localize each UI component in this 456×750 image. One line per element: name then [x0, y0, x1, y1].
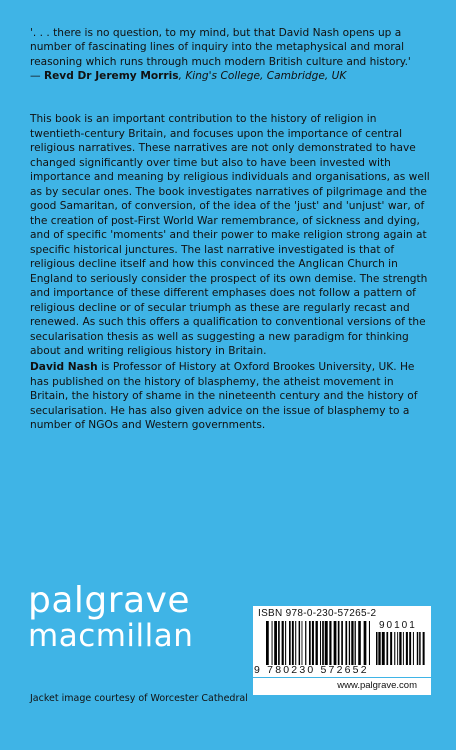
barcode-bar	[358, 621, 361, 665]
publisher-logo	[28, 580, 194, 654]
barcode-bar	[320, 621, 321, 665]
barcode-bar	[382, 632, 385, 665]
barcode-bar	[369, 621, 370, 665]
author-bio-text: is Professor of History at Oxford Brookes University, UK. He has published on the history of blasphemy, the atheist movement in Britain, the history of shame in the nineteenth century and the history of secularisation. He has also given advice on the issue of blasphemy to a number of NGOs and Western governments.	[30, 361, 418, 431]
publisher-logo-line1: palgrave	[28, 580, 191, 621]
barcode-bar	[285, 621, 286, 665]
barcode-bar	[397, 632, 398, 665]
ean-barcode	[266, 621, 370, 665]
barcode-bar	[394, 632, 395, 665]
author-bio	[30, 360, 432, 433]
jacket-image-credit: Jacket image courtesy of Worcester Cathedral	[30, 693, 248, 704]
barcode-bar	[341, 621, 343, 665]
barcode-bar	[289, 621, 291, 665]
barcode-bar	[272, 621, 273, 665]
quote-text: '. . . there is no question, to my mind, but that David Nash opens up a number of fascinating lines of inquiry into the metaphysical and moral reasoning which runs through much modern British culture and history.'	[30, 27, 411, 68]
barcode-bar	[349, 621, 350, 665]
barcode-bar	[338, 621, 340, 665]
barcode-bar	[302, 621, 303, 665]
barcode-bar	[419, 632, 420, 665]
barcode-bar	[299, 621, 300, 665]
barcode-bar	[386, 632, 388, 665]
attribution-dash: —	[30, 70, 44, 83]
author-name: David Nash	[30, 361, 98, 373]
barcode-bar	[403, 632, 404, 665]
barcode-bar	[399, 632, 401, 665]
barcode-bar	[309, 621, 311, 665]
barcode-bar	[305, 621, 306, 665]
attribution-affiliation: , King's College, Cambridge, UK	[178, 70, 347, 83]
quote-attribution	[30, 69, 430, 83]
barcode-bar	[376, 632, 378, 665]
barcode-bar	[364, 621, 367, 665]
barcode-bar	[406, 632, 408, 665]
barcode-bar	[345, 621, 347, 665]
barcode-bar	[312, 621, 314, 665]
publisher-url: www.palgrave.com	[337, 680, 417, 691]
barcode-bar	[334, 621, 337, 665]
barcode-bar	[274, 621, 277, 665]
barcode-bar	[355, 621, 356, 665]
barcode-bar	[329, 621, 331, 665]
isbn-barcode-panel	[253, 606, 431, 677]
barcode-bar	[322, 621, 324, 665]
barcode-bar	[292, 621, 294, 665]
barcode-bar	[278, 621, 280, 665]
endorsement-quote	[30, 26, 430, 84]
addon-barcode	[376, 632, 426, 665]
book-description: This book is an important contribution to the history of religion in twentieth-century Britain, and focuses upon the importance of central religious narratives. These narratives are not only demonstrated to have changed significantly over time but also to have been invested with importance and meaning by religious individuals and organisations, as well as by secular ones. The book investigates narratives of pilgrimage and the good Samaritan, of conversion, of the idea of the 'just' and 'unjust' war, of the creation of post-First World War remembrance, of sickness and dying, and of specific 'moments' and their power to make religion strong again at specific historical junctures. The last narrative investigated is that of religious decline itself and how this convinced the Anglican Church in England to seriously consider the prospect of its own demise. The strength and importance of these different emphases does not follow a pattern of religious decline or of secular triumph as these are regularly recast and renewed. As such this offers a qualification to conventional versions of the secularisation thesis as well as suggesting a new paradigm for thinking about and writing religious history in Britain.	[30, 113, 430, 357]
barcode-bar	[325, 621, 328, 665]
barcode-bar	[266, 621, 269, 665]
barcode-bar	[351, 621, 353, 665]
barcode-digits: 9 780230 572652	[254, 664, 369, 676]
barcode-addon-digits: 90101	[379, 620, 417, 631]
isbn-label: ISBN 978-0-230-57265-2	[258, 608, 377, 619]
barcode-bar	[423, 632, 425, 665]
barcode-bar	[417, 632, 418, 665]
barcode-bar	[378, 632, 380, 665]
barcode-bar	[295, 621, 296, 665]
barcode-bar	[413, 632, 414, 665]
barcode-bar	[316, 621, 318, 665]
barcode-bar	[409, 632, 411, 665]
attribution-name: Revd Dr Jeremy Morris	[43, 70, 179, 83]
publisher-logo-line2: macmillan	[28, 618, 194, 654]
barcode-bar	[390, 632, 392, 665]
barcode-bar	[282, 621, 284, 665]
publisher-url-box	[253, 677, 431, 695]
